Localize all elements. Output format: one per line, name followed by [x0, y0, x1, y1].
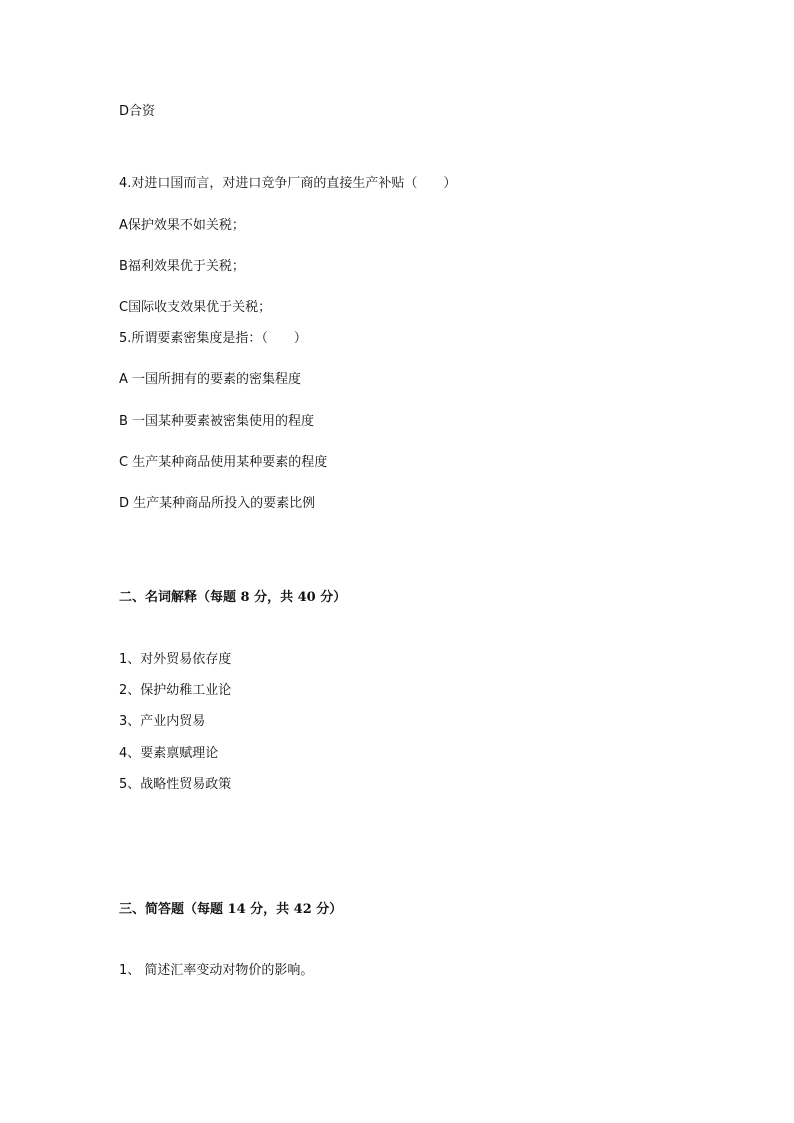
section-2-item-4: 4、要素禀赋理论 [119, 746, 219, 761]
question-4-option-a: A保护效果不如关税； [119, 218, 245, 233]
question-5-stem: 5.所谓要素密集度是指：（ ） [119, 331, 307, 346]
section-2-heading: 二、名词解释（每题 8 分，共 40 分） [119, 590, 347, 605]
q3-option-d: D合资 [119, 104, 156, 119]
question-4-option-b: B福利效果优于关税； [119, 259, 245, 274]
question-5-option-c: C 生产某种商品使用某种要素的程度 [119, 455, 328, 470]
question-4-option-c: C国际收支效果优于关税； [119, 300, 272, 315]
question-5-option-b: B 一国某种要素被密集使用的程度 [119, 414, 315, 429]
section-2-item-2: 2、保护幼稚工业论 [119, 683, 232, 698]
section-2-item-3: 3、产业内贸易 [119, 714, 206, 729]
question-5-option-d: D 生产某种商品所投入的要素比例 [119, 496, 316, 511]
question-4-stem: 4.对进口国而言，对进口竞争厂商的直接生产补贴（ ） [119, 176, 457, 191]
section-2-item-1: 1、对外贸易依存度 [119, 652, 232, 667]
question-5-option-a: A 一国所拥有的要素的密集程度 [119, 372, 302, 387]
section-2-item-5: 5、战略性贸易政策 [119, 777, 232, 792]
section-3-heading: 三、简答题（每题 14 分，共 42 分） [119, 902, 343, 917]
section-3-item-1: 1、 简述汇率变动对物价的影响。 [119, 963, 314, 978]
